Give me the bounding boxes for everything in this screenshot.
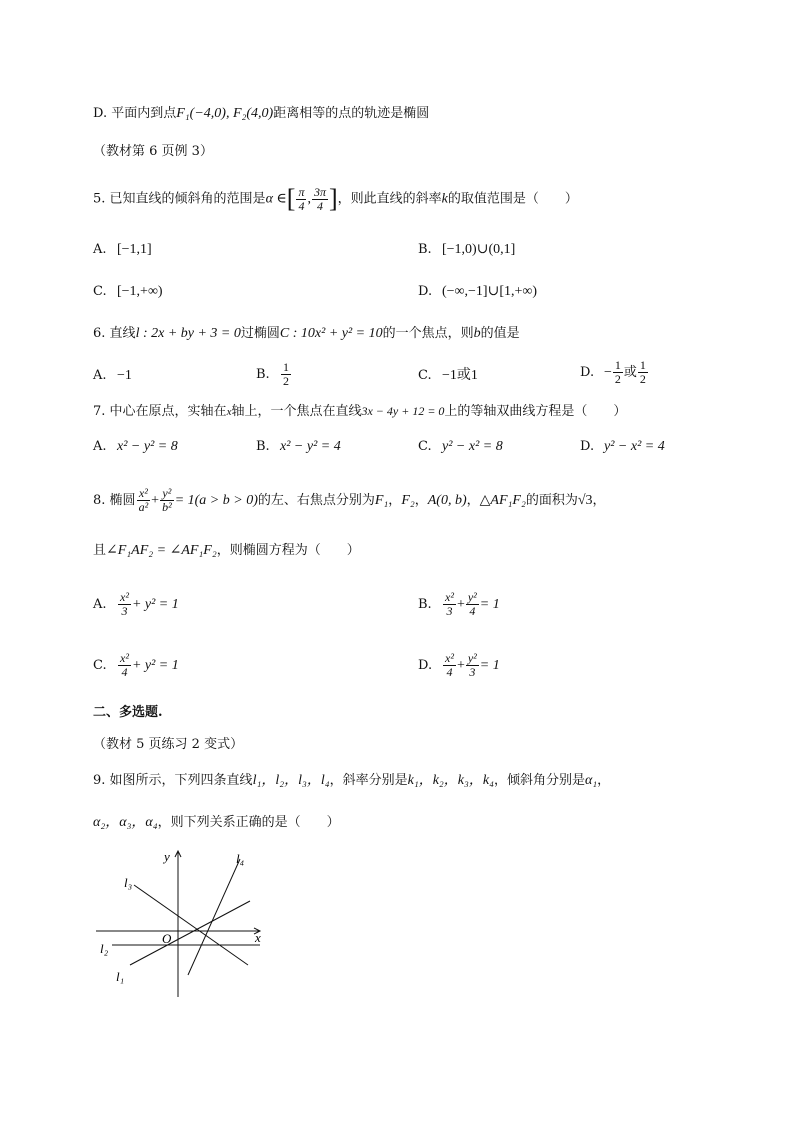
question-text: 椭圆: [109, 493, 136, 508]
option-label: C.: [93, 284, 107, 299]
question-number: 8.: [93, 493, 106, 508]
option-label: D.: [93, 106, 108, 121]
option-text: y² − x² = 8: [442, 439, 503, 454]
question-6: [93, 324, 520, 344]
option-text: (−∞,−1]∪[1,+∞): [442, 284, 538, 299]
fraction: $\frac{\text{y²}}{\text{b²}}$: [162, 486, 172, 514]
option-text: −1: [117, 368, 132, 383]
question-number: 9.: [93, 773, 106, 788]
option-text: 平面内到点: [111, 106, 177, 121]
math-expression: k: [441, 191, 448, 207]
q6-option-d[interactable]: [580, 358, 649, 388]
option-label: D.: [580, 439, 595, 454]
fraction: $\frac{\text{x²}}{4}$: [445, 651, 454, 679]
fraction: $\frac{\text{y²}}{4}$: [467, 590, 477, 618]
line-l1: [130, 901, 250, 965]
question-8-line2: [93, 541, 360, 561]
math-expression: α₁: [584, 773, 598, 788]
question-number: 7.: [93, 404, 106, 419]
line-l4: [188, 859, 240, 975]
question-text: 上的等轴双曲线方程是（ ）: [444, 404, 627, 419]
math-expression: l : 2x + by + 3 = 0: [135, 326, 241, 341]
math-expression: C : 10x² + y² = 10: [279, 326, 383, 341]
math-expression: △AF₁F₂: [479, 493, 526, 508]
option-text: = 1: [479, 597, 500, 612]
origin-label: O: [162, 931, 172, 946]
q8-option-c[interactable]: [93, 649, 179, 683]
q6-option-b[interactable]: [256, 360, 292, 390]
option-text: 或: [623, 365, 637, 380]
q5-option-b[interactable]: [418, 240, 515, 260]
option-text: + y² = 1: [131, 597, 179, 612]
math-expression: α₂，α₃，α₄: [93, 815, 158, 830]
l2-label: l₂: [100, 941, 109, 956]
option-label: A.: [93, 242, 107, 257]
math-expression: √3: [577, 493, 593, 508]
fraction: $\frac{\text{x²}}{\text{a²}}$: [138, 486, 149, 514]
option-label: B.: [256, 439, 270, 454]
bracket: ]: [328, 184, 338, 213]
question-text: ，倾斜角分别是: [493, 773, 585, 788]
option-label: B.: [256, 367, 270, 382]
fraction: $\frac{\pi}{4}$: [298, 184, 305, 213]
question-text: 已知直线的倾斜角的范围是: [109, 191, 266, 207]
question-9: 9. 如图所示，下列四条直线l₁，l₂，l₃，l₄，斜率分别是k₁，k₂，k₃，k₄，倾斜角分别是α₁，: [93, 773, 611, 788]
question-text: 的值是: [480, 326, 520, 341]
lines-figure: [90, 845, 280, 1005]
option-label: D.: [580, 365, 595, 380]
q4-option-d: [93, 104, 429, 124]
q6-option-a[interactable]: [93, 366, 132, 386]
q5-option-c[interactable]: [93, 282, 163, 302]
math-expression: α ∈: [265, 191, 287, 207]
option-text: [−1,1]: [117, 242, 152, 257]
math-expression: F₁(−4,0), F₂(4,0): [176, 106, 274, 121]
question-text: 过椭圆: [240, 326, 280, 341]
math-expression: F₁: [374, 493, 389, 508]
question-7: [93, 401, 626, 422]
bracket: [: [286, 184, 296, 213]
option-label: B.: [418, 242, 432, 257]
question-text: 的左、右焦点分别为: [257, 493, 375, 508]
fraction: $\frac{\text{x²}}{3}$: [445, 590, 454, 618]
l4-label: l₄: [236, 851, 245, 866]
option-label: C.: [418, 368, 432, 383]
q7-option-d[interactable]: [580, 437, 665, 457]
option-text: = 1: [479, 658, 500, 673]
question-text: 直线: [109, 326, 136, 341]
source-note: （教材 5 页练习 2 变式）: [93, 737, 244, 752]
section-heading: 二、多选题.: [93, 705, 163, 720]
option-label: C.: [93, 658, 107, 673]
option-label: B.: [418, 597, 432, 612]
option-text: [−1,+∞): [117, 284, 163, 299]
fraction: $\frac{\text{x²}}{3}$: [120, 590, 129, 618]
question-text: 且: [93, 543, 107, 558]
question-9-line2: [93, 813, 340, 833]
question-text: 的取值范围是（ ）: [447, 191, 578, 207]
question-text: ，斜率分别是: [329, 773, 408, 788]
option-label: D.: [418, 658, 433, 673]
source-note: （教材第 6 页例 3）: [93, 144, 213, 159]
fraction: $\frac{1}{2}$: [639, 358, 646, 386]
plus-sign: +: [151, 493, 160, 508]
x-axis-label: x: [255, 930, 261, 945]
option-text: x² − y² = 4: [280, 439, 341, 454]
option-text: 距离相等的点的轨迹是椭圆: [273, 106, 430, 121]
fraction: $\frac{\text{y²}}{3}$: [467, 651, 477, 679]
q8-option-b[interactable]: B. $\frac{\text{x²}}{3}$ + $\frac{\text{y²}}{4}$ = 1: [418, 588, 500, 622]
question-number: 5.: [93, 191, 106, 207]
option-label: A.: [93, 439, 107, 454]
fraction: $\frac{\text{x²}}{4}$: [120, 651, 129, 679]
y-axis-label: y: [164, 849, 170, 864]
question-number: 6.: [93, 326, 106, 341]
question-text: 中心在原点，实轴在: [109, 404, 227, 419]
question-text: ，则此直线的斜率: [337, 191, 442, 207]
option-text: −1或1: [442, 368, 478, 383]
question-text: 的面积为: [525, 493, 578, 508]
question-text: 的一个焦点，则: [382, 326, 474, 341]
option-label: C.: [418, 439, 432, 454]
line-l3: [134, 885, 248, 965]
math-expression: F₂: [401, 493, 415, 508]
math-expression: 3x − 4y + 12 = 0: [361, 404, 445, 418]
q8-option-d[interactable]: D. $\frac{\text{x²}}{4}$ + $\frac{\text{y²}}{3}$ = 1: [418, 649, 500, 683]
q7-option-c[interactable]: [418, 437, 503, 457]
question-text: 如图所示，下列四条直线: [109, 773, 253, 788]
q8-option-a[interactable]: [93, 588, 179, 622]
question-text: ，则椭圆方程为（ ）: [216, 543, 360, 558]
math-expression: ∠F₁AF₂ = ∠AF₁F₂: [106, 543, 217, 558]
math-expression: b: [473, 326, 481, 341]
q7-option-b[interactable]: [256, 437, 341, 457]
option-text: + y² = 1: [131, 658, 179, 673]
option-label: A.: [93, 597, 107, 612]
option-text: [−1,0)∪(0,1]: [442, 242, 516, 257]
option-text: y² − x² = 4: [604, 439, 665, 454]
math-expression: A(0, b): [427, 493, 467, 508]
option-label: D.: [418, 284, 433, 299]
fraction: $\frac{3\pi}{4}$: [313, 184, 326, 213]
math-expression: x: [226, 406, 232, 418]
l1-label: l₁: [116, 969, 125, 984]
question-5: 5. 已知直线的倾斜角的范围是α ∈[ $\frac{\pi}{4}$ , $\frac{3\pi}{4}$ ]，则此直线的斜率k的取值范围是（ ）: [93, 184, 578, 213]
option-label: A.: [93, 368, 107, 383]
question-text: ，则下列关系正确的是（ ）: [157, 815, 340, 830]
fraction: $\frac{1}{2}$: [614, 358, 621, 386]
q5-option-d[interactable]: [418, 282, 537, 302]
l3-label: l₃: [124, 875, 133, 890]
q5-option-a[interactable]: [93, 240, 152, 260]
option-text: x² − y² = 8: [117, 439, 178, 454]
question-8: 8. 椭圆 $\frac{\text{x²}}{\text{a²}}$ + $\frac{\text{y²}}{\text{b²}}$ = 1(a > b > 0)的左、右焦点分别为F₁，F₂，A(0, b)，△AF₁F₂的面积为√3，: [93, 486, 606, 514]
q6-option-c[interactable]: [418, 366, 478, 386]
math-expression: = 1(a > b > 0): [174, 493, 258, 508]
minus-sign: −: [604, 365, 612, 380]
q7-option-a[interactable]: [93, 437, 178, 457]
math-expression: l₁，l₂，l₃，l₄: [252, 773, 330, 788]
question-text: 轴上，一个焦点在直线: [231, 404, 362, 419]
fraction: $\frac{1}{2}$: [283, 360, 289, 388]
math-expression: k₁，k₂，k₃，k₄: [407, 773, 494, 788]
